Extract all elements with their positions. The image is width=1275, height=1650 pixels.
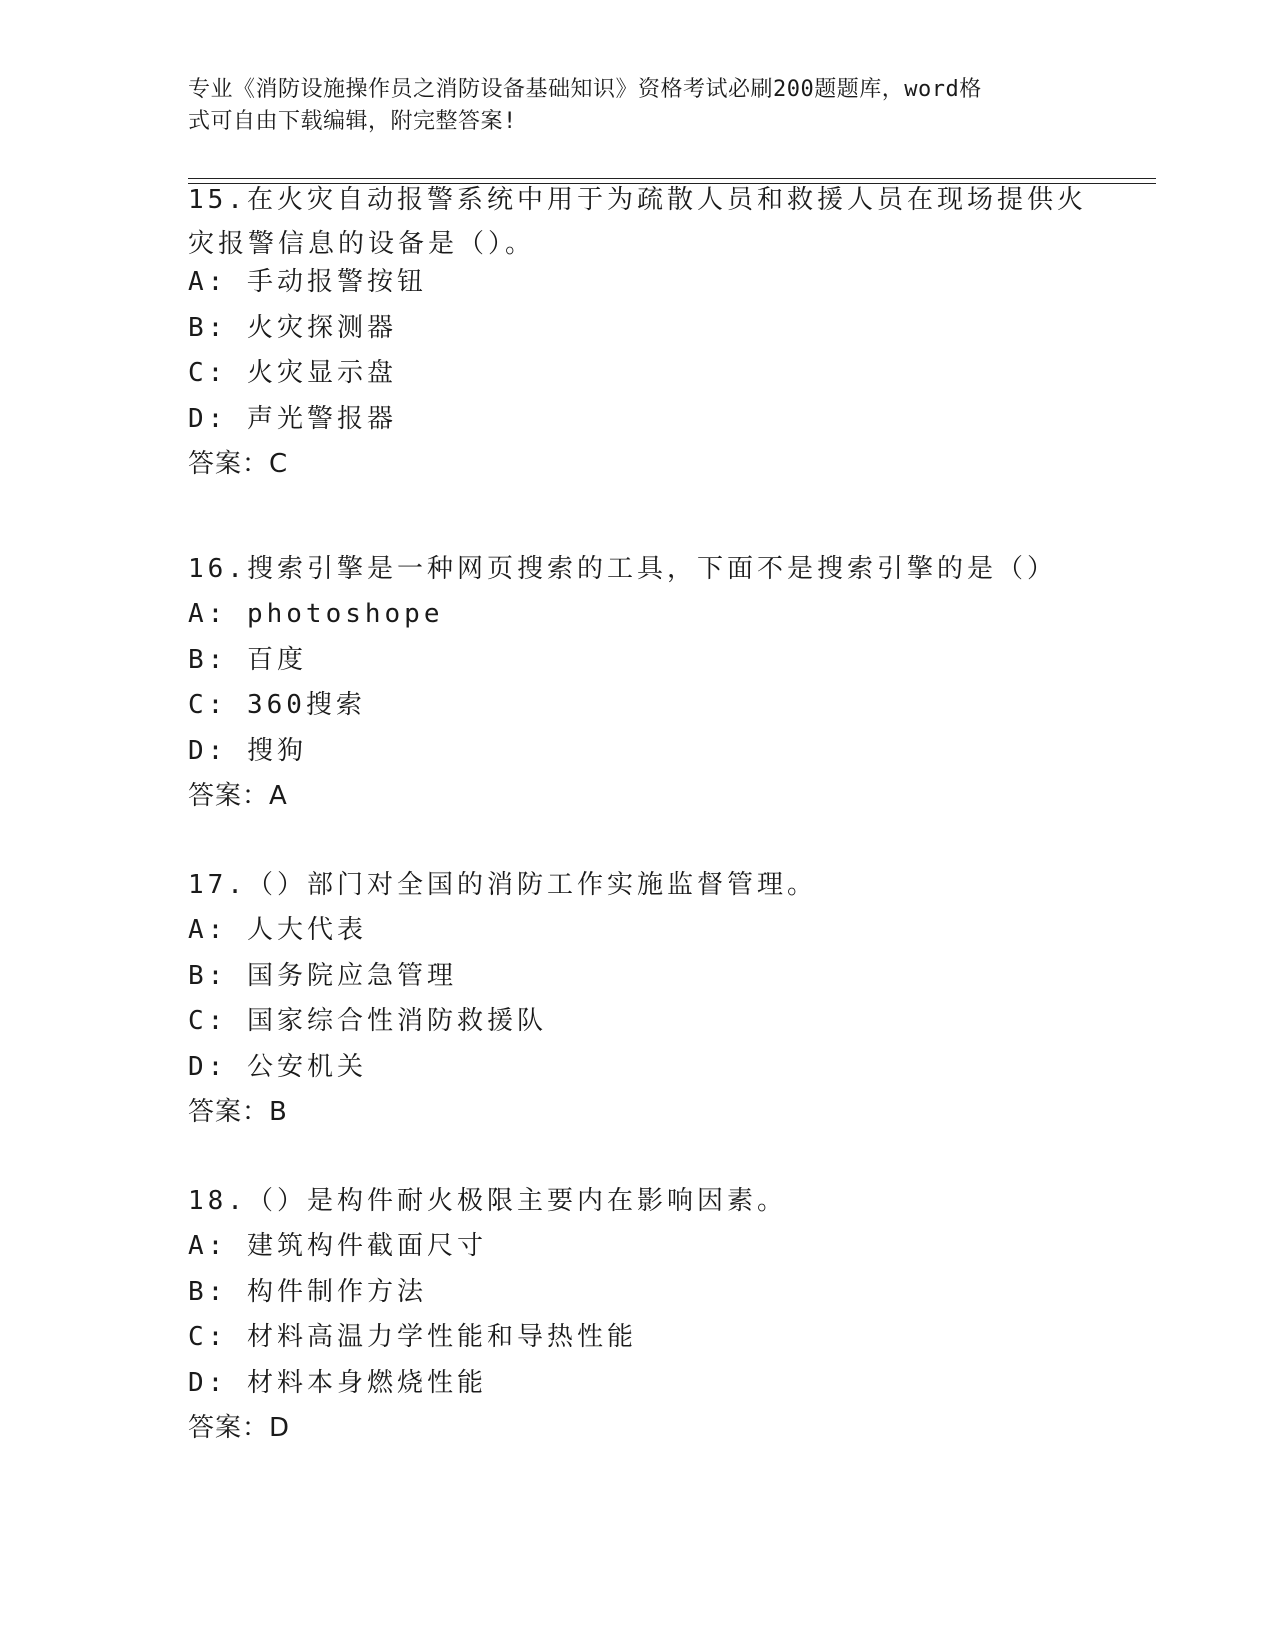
question-17 [188, 870, 1088, 1127]
option-d: D: 公安机关 [188, 1051, 367, 1082]
header-line-1: 专业《消防设施操作员之消防设备基础知识》资格考试必刷200题题库，word格 [188, 77, 982, 102]
option-a: A: 人大代表 [188, 915, 367, 945]
answer: 答案：B [188, 1097, 288, 1127]
option-a: A: 建筑构件截面尺寸 [188, 1231, 487, 1261]
answer: 答案：A [188, 781, 288, 811]
question-stem: 15.在火灾自动报警系统中用于为疏散人员和救援人员在现场提供火灾报警信息的设备是（）。 [188, 185, 1087, 259]
option-a: A: 手动报警按钮 [188, 267, 427, 297]
question-18 [188, 1186, 1088, 1443]
option-b: B: 国务院应急管理 [188, 960, 457, 991]
page-header [188, 74, 1068, 138]
option-b: B: 百度 [188, 644, 307, 675]
question-stem: 17.（）部门对全国的消防工作实施监督管理。 [188, 870, 817, 900]
question-stem: 18.（）是构件耐火极限主要内在影响因素。 [188, 1186, 787, 1216]
option-d: D: 材料本身燃烧性能 [188, 1367, 487, 1398]
option-a: A: photoshope [188, 599, 444, 629]
option-d: D: 声光警报器 [188, 403, 397, 434]
option-c: C: 国家综合性消防救援队 [188, 1006, 547, 1036]
question-16 [188, 554, 1088, 811]
question-stem: 16.搜索引擎是一种网页搜索的工具，下面不是搜索引擎的是（） [188, 554, 1057, 584]
option-d: D: 搜狗 [188, 735, 307, 766]
question-15 [188, 186, 1088, 479]
header-line-2: 式可自由下载编辑，附完整答案! [188, 109, 517, 134]
option-c: C: 火灾显示盘 [188, 358, 397, 388]
answer: 答案：D [188, 1413, 291, 1443]
answer: 答案：C [188, 449, 289, 479]
option-c: C: 360搜索 [188, 690, 366, 720]
option-c: C: 材料高温力学性能和导热性能 [188, 1322, 637, 1352]
option-b: B: 火灾探测器 [188, 312, 397, 343]
option-b: B: 构件制作方法 [188, 1276, 427, 1307]
